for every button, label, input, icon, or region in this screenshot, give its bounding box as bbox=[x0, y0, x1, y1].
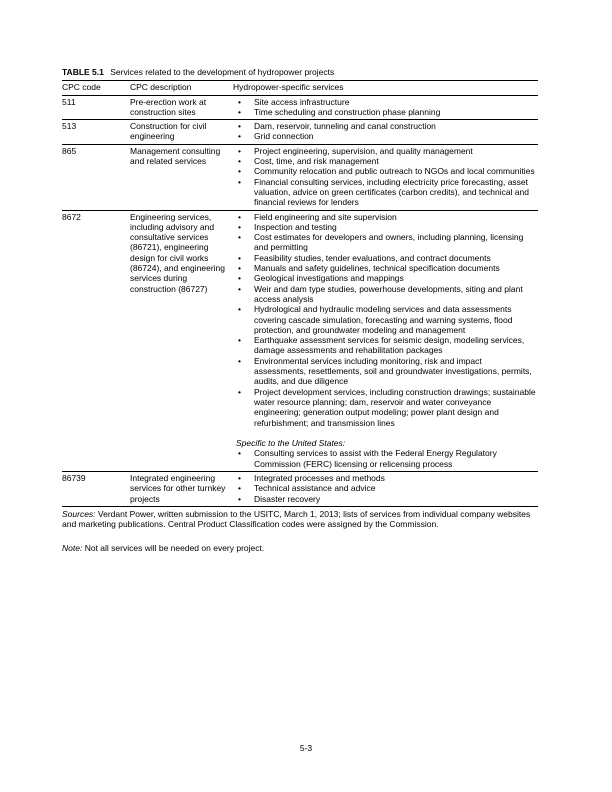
service-text: Inspection and testing bbox=[254, 221, 337, 232]
service-bullet-item bbox=[236, 97, 536, 107]
sources-label: Sources: bbox=[62, 508, 96, 519]
sources-text: Verdant Power, written submission to the USITC, March 1, 2013; lists of services from individual company websites and marketing publications. Central Product Classification codes were assigned by the Commission. bbox=[62, 508, 531, 530]
service-text: Grid connection bbox=[254, 131, 314, 142]
cpc-code-cell: 8672 bbox=[62, 210, 130, 471]
column-header-cpc-code: CPC code bbox=[62, 81, 130, 95]
cpc-code-cell: 865 bbox=[62, 144, 130, 210]
service-bullet-item bbox=[236, 335, 536, 356]
service-text: Financial consulting services, including electricity price forecasting, asset valuation, advice on green certificates (carbon credits), and technical and financial reviews for lenders bbox=[254, 176, 529, 208]
bullet-icon: • bbox=[238, 106, 241, 117]
cpc-description-cell: Integrated engineering services for other turnkey projects bbox=[130, 471, 233, 506]
bullet-icon: • bbox=[238, 252, 241, 263]
service-text: Consulting services to assist with the Federal Energy Regulatory Commission (FERC) licensing or relicensing process bbox=[254, 448, 497, 469]
us-specific-heading: Specific to the United States: bbox=[236, 438, 346, 449]
service-bullet-item bbox=[236, 212, 536, 222]
service-bullet-item bbox=[236, 232, 536, 253]
service-text: Weir and dam type studies, powerhouse developments, siting and plant access analysis bbox=[254, 283, 523, 304]
bullet-icon: • bbox=[238, 483, 241, 494]
service-bullet-item bbox=[236, 146, 536, 156]
table-row bbox=[62, 95, 538, 120]
service-text: Community relocation and public outreach to NGOs and local communities bbox=[254, 166, 535, 177]
bullet-icon: • bbox=[238, 304, 241, 315]
service-bullet-item bbox=[236, 177, 536, 208]
service-bullet-item bbox=[236, 263, 536, 273]
page-number: 5-3 bbox=[299, 743, 313, 753]
table-caption-label: TABLE 5.1 bbox=[62, 67, 104, 77]
bullet-icon: • bbox=[238, 273, 241, 284]
document-body bbox=[62, 67, 538, 554]
services-cell bbox=[233, 95, 538, 120]
bullet-icon: • bbox=[238, 176, 241, 187]
service-bullet-item bbox=[236, 483, 536, 493]
bullet-icon: • bbox=[238, 263, 241, 274]
bullet-icon: • bbox=[238, 335, 241, 346]
bullet-icon: • bbox=[238, 472, 241, 483]
services-cell bbox=[233, 120, 538, 145]
service-bullet-item bbox=[236, 387, 536, 428]
service-text: Environmental services including monitoring, risk and impact assessments, resettlements, soil and groundwater investigations, permits, audits, and due diligence bbox=[254, 355, 532, 387]
table-caption-text: Services related to the development of hydropower projects bbox=[110, 67, 335, 77]
service-text: Earthquake assessment services for seismic design, modeling services, damage assessments and rehabilitation packages bbox=[254, 335, 525, 356]
service-text: Disaster recovery bbox=[254, 493, 321, 504]
bullet-icon: • bbox=[238, 166, 241, 177]
service-bullet-item bbox=[236, 107, 536, 117]
service-bullet-item bbox=[236, 494, 536, 504]
service-text: Manuals and safety guidelines, technical specification documents bbox=[254, 263, 500, 274]
cpc-description-cell: Engineering services, including advisory and consultative services (86721), engineering design for civil works (86724), and engineering services during construction (86727) bbox=[130, 210, 233, 471]
services-cell bbox=[233, 471, 538, 506]
table-row bbox=[62, 210, 538, 471]
service-text: Cost, time, and risk management bbox=[254, 156, 379, 167]
table-body bbox=[62, 95, 538, 506]
bullet-icon: • bbox=[238, 131, 241, 142]
service-bullet-item bbox=[236, 166, 536, 176]
service-text: Cost estimates for developers and owners, including planning, licensing and permitting bbox=[254, 232, 524, 253]
table-row bbox=[62, 120, 538, 145]
bullet-icon: • bbox=[238, 145, 241, 156]
service-text: Project development services, including construction drawings; sustainable water resource planning; dam, reservoir and water conveyance engineering; generation output modeling; power plant design and refurbishment; and transmission lines bbox=[254, 386, 536, 428]
bullet-icon: • bbox=[238, 355, 241, 366]
service-text: Integrated processes and methods bbox=[254, 472, 385, 483]
cpc-code-cell: 511 bbox=[62, 95, 130, 120]
service-text: Dam, reservoir, tunneling and canal construction bbox=[254, 121, 436, 132]
table-row bbox=[62, 144, 538, 210]
note-text: Not all services will be needed on every project. bbox=[84, 543, 265, 554]
bullet-icon: • bbox=[238, 232, 241, 243]
services-cell bbox=[233, 144, 538, 210]
service-text: Technical assistance and advice bbox=[254, 483, 376, 494]
bullet-icon: • bbox=[238, 96, 241, 107]
note-label: Note: bbox=[62, 543, 83, 554]
service-bullet-item bbox=[236, 473, 536, 483]
service-bullet-item bbox=[236, 131, 536, 141]
cpc-description-cell: Pre-erection work at construction sites bbox=[130, 95, 233, 120]
services-cell bbox=[233, 210, 538, 471]
cpc-code-cell: 513 bbox=[62, 120, 130, 145]
service-bullet-item bbox=[236, 121, 536, 131]
service-text: Field engineering and site supervision bbox=[254, 211, 397, 222]
cpc-description-cell: Management consulting and related services bbox=[130, 144, 233, 210]
table-header-row bbox=[62, 81, 538, 95]
bullet-icon: • bbox=[238, 493, 241, 504]
service-bullet-item bbox=[236, 273, 536, 283]
service-text: Site access infrastructure bbox=[254, 96, 350, 107]
column-header-services: Hydropower-specific services bbox=[233, 81, 538, 95]
service-bullet-item bbox=[236, 156, 536, 166]
table-caption bbox=[62, 67, 538, 77]
cpc-code-cell: 86739 bbox=[62, 471, 130, 506]
table-row bbox=[62, 471, 538, 506]
bullet-icon: • bbox=[238, 211, 241, 222]
bullet-icon: • bbox=[238, 221, 241, 232]
bullet-icon: • bbox=[238, 121, 241, 132]
service-bullet-item bbox=[236, 304, 536, 335]
service-text: Feasibility studies, tender evaluations, and contract documents bbox=[254, 252, 491, 263]
note-footnote bbox=[62, 543, 538, 553]
service-bullet-item bbox=[236, 222, 536, 232]
service-text: Project engineering, supervision, and quality management bbox=[254, 145, 473, 156]
bullet-icon: • bbox=[238, 156, 241, 167]
service-text: Geological investigations and mappings bbox=[254, 273, 404, 284]
service-text: Time scheduling and construction phase planning bbox=[254, 106, 441, 117]
bullet-icon: • bbox=[238, 448, 241, 459]
service-bullet-item bbox=[236, 356, 536, 387]
services-table bbox=[62, 80, 538, 507]
cpc-description-cell: Construction for civil engineering bbox=[130, 120, 233, 145]
service-text: Hydrological and hydraulic modeling services and data assessments covering cascade simulation, forecasting and warning systems, flood protection, and groundwater modeling and management bbox=[254, 304, 513, 335]
bullet-icon: • bbox=[238, 386, 241, 397]
column-header-cpc-description: CPC description bbox=[130, 81, 233, 95]
sources-footnote bbox=[62, 509, 538, 530]
service-bullet-item bbox=[236, 448, 536, 469]
bullet-icon: • bbox=[238, 283, 241, 294]
service-bullet-item bbox=[236, 284, 536, 305]
service-bullet-item bbox=[236, 253, 536, 263]
